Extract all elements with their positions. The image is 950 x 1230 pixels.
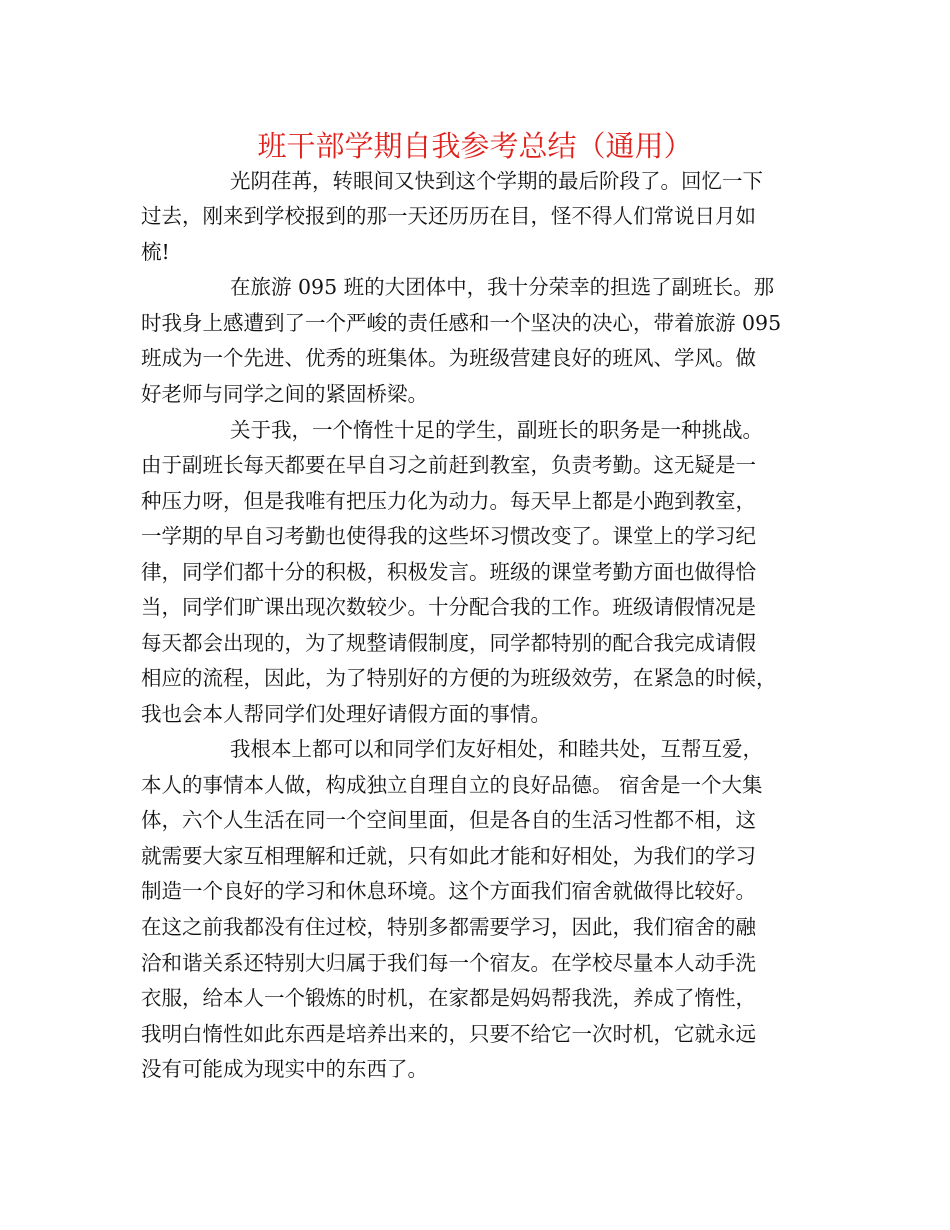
paragraph-1-line-3: 梳! xyxy=(141,240,170,264)
paragraph-3-line-8: 相应的流程，因此，为了特别好的方便的为班级效劳，在紧急的时候， xyxy=(141,666,777,690)
paragraph-3-line-2: 由于副班长每天都要在早自习之前赶到教室，负责考勤。这无疑是一 xyxy=(141,453,756,477)
paragraph-4-line-8: 衣服，给本人一个锻炼的时机，在家都是妈妈帮我洗，养成了惰性， xyxy=(141,986,756,1010)
paragraph-2-line-2: 时我身上感遭到了一个严峻的责任感和一个坚决的决心，带着旅游 095 xyxy=(141,311,782,335)
paragraph-3-line-3: 种压力呀，但是我唯有把压力化为动力。每天早上都是小跑到教室， xyxy=(141,489,756,513)
paragraph-3-line-4: 一学期的早自习考勤也使得我的这些坏习惯改变了。课堂上的学习纪 xyxy=(141,524,756,548)
paragraph-4-line-6: 在这之前我都没有住过校，特别多都需要学习，因此，我们宿舍的融 xyxy=(141,915,756,939)
paragraph-4-line-1: 我根本上都可以和同学们友好相处，和睦共处，互帮互爱， xyxy=(230,737,763,761)
paragraph-1-line-2: 过去，刚来到学校报到的那一天还历历在目，怪不得人们常说日月如 xyxy=(141,204,756,228)
paragraph-4-line-4: 就需要大家互相理解和迁就，只有如此才能和好相处，为我们的学习 xyxy=(141,844,756,868)
paragraph-4-line-10: 没有可能成为现实中的东西了。 xyxy=(141,1057,428,1081)
paragraph-4-line-2: 本人的事情本人做，构成独立自理自立的良好品德。 宿舍是一个大集 xyxy=(141,773,763,797)
paragraph-3-line-9: 我也会本人帮同学们处理好请假方面的事情。 xyxy=(141,702,551,726)
paragraph-2-line-1: 在旅游 095 班的大团体中，我十分荣幸的担选了副班长。那 xyxy=(230,275,775,299)
paragraph-3-line-5: 律，同学们都十分的积极，积极发言。班级的课堂考勤方面也做得恰 xyxy=(141,560,756,584)
paragraph-1-line-1: 光阴荏苒，转眼间又快到这个学期的最后阶段了。回忆一下 xyxy=(230,169,763,193)
document-title: 班干部学期自我参考总结（通用） xyxy=(257,129,693,163)
paragraph-4-line-5: 制造一个良好的学习和休息环境。这个方面我们宿舍就做得比较好。 xyxy=(141,879,756,903)
paragraph-4-line-9: 我明白惰性如此东西是培养出来的，只要不给它一次时机，它就永远 xyxy=(141,1022,756,1046)
paragraph-4-line-3: 体，六个人生活在同一个空间里面，但是各自的生活习性都不相，这 xyxy=(141,808,756,832)
paragraph-3-line-6: 当，同学们旷课出现次数较少。十分配合我的工作。班级请假情况是 xyxy=(141,595,756,619)
paragraph-3-line-7: 每天都会出现的，为了规整请假制度，同学都特别的配合我完成请假 xyxy=(141,631,756,655)
paragraph-2-line-3: 班成为一个先进、优秀的班集体。为班级营建良好的班风、学风。做 xyxy=(141,346,756,370)
paragraph-2-line-4: 好老师与同学之间的紧固桥梁。 xyxy=(141,382,428,406)
paragraph-4-line-7: 洽和谐关系还特别大归属于我们每一个宿友。在学校尽量本人动手洗 xyxy=(141,951,756,975)
paragraph-3-line-1: 关于我，一个惰性十足的学生，副班长的职务是一种挑战。 xyxy=(230,418,763,442)
